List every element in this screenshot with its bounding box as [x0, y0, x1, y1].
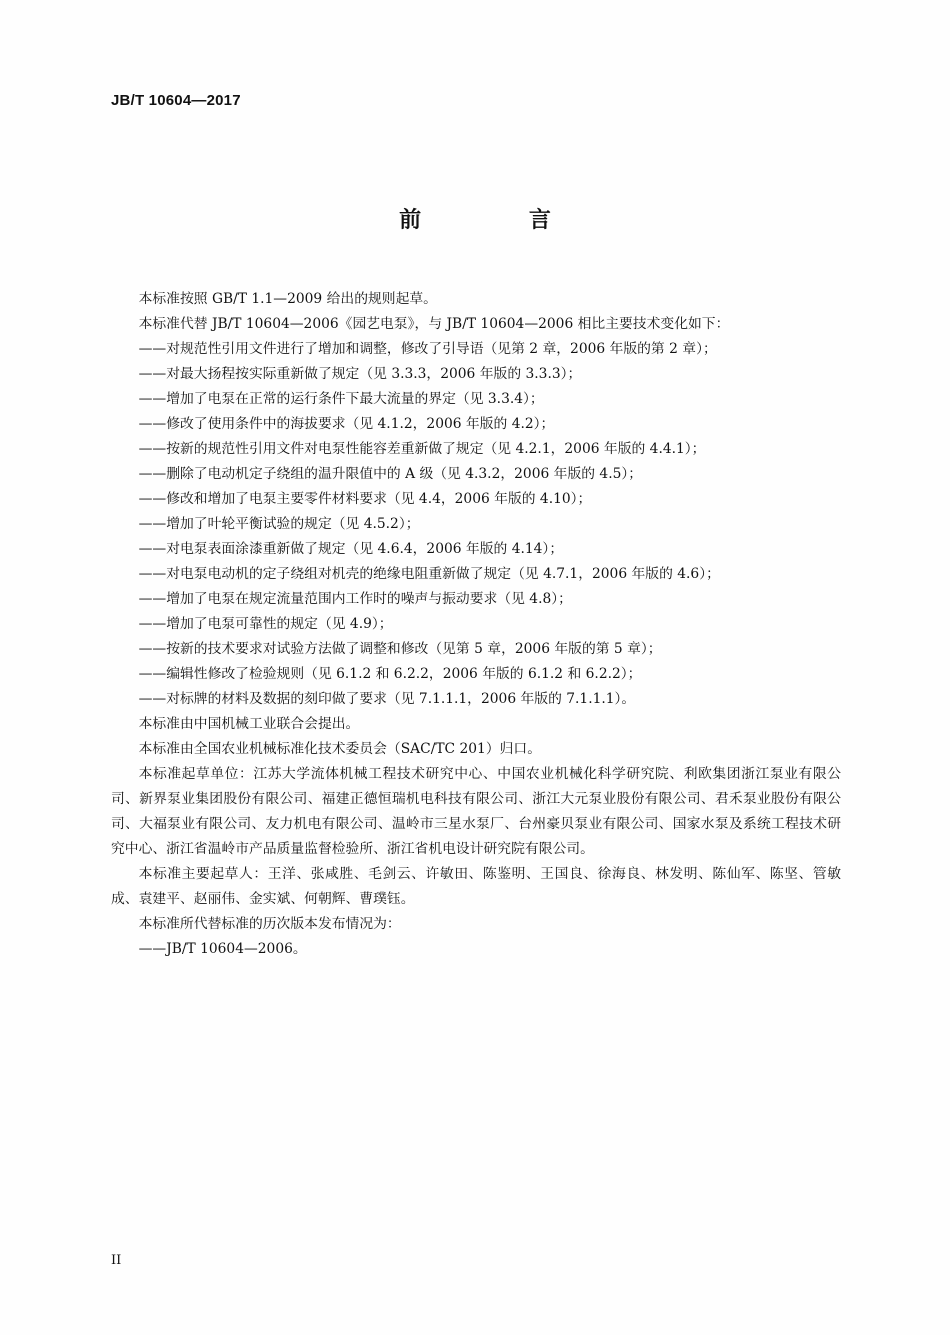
- change-item: ——编辑性修改了检验规则（见 6.1.2 和 6.2.2，2006 年版的 6.1.2 和 6.2.2）；: [138, 666, 642, 682]
- history-item: ——JB/T 10604—2006。: [138, 941, 307, 957]
- managed-by-paragraph: 本标准由全国农业机械标准化技术委员会（SAC/TC 201）归口。: [138, 741, 542, 757]
- foreword-body: [111, 287, 841, 962]
- change-item: ——增加了电泵在规定流量范围内工作时的噪声与振动要求（见 4.8）；: [138, 591, 572, 607]
- change-item: ——按新的技术要求对试验方法做了调整和修改（见第 5 章，2006 年版的第 5 章）；: [138, 641, 662, 657]
- drafters-paragraph: 本标准主要起草人：王洋、张咸胜、毛剑云、许敏田、陈鉴明、王国良、徐海良、林发明、陈仙军、陈坚、管敏成、袁建平、赵丽伟、金实斌、何朝辉、曹璞钰。: [111, 866, 841, 907]
- change-item: ——对电泵表面涂漆重新做了规定（见 4.6.4，2006 年版的 4.14）；: [138, 541, 564, 557]
- page-title: 前 言: [399, 208, 601, 233]
- drafting-units-paragraph: 本标准起草单位：江苏大学流体机械工程技术研究中心、中国农业机械化科学研究院、利欧集团浙江泵业有限公司、新界泵业集团股份有限公司、福建正德恒瑞机电科技有限公司、浙江大元泵业股份有限公司、君禾泵业股份有限公司、大福泵业有限公司、友力机电有限公司、温岭市三星水泵厂、台州豪贝泵业有限公司、国家水泵及系统工程技术研究中心、浙江省温岭市产品质量监督检验所、浙江省机电设计研究院有限公司。: [111, 766, 841, 857]
- changes-list: [111, 337, 841, 712]
- change-item: ——对电泵电动机的定子绕组对机壳的绝缘电阻重新做了规定（见 4.7.1，2006 年版的 4.6）；: [138, 566, 720, 582]
- change-item: ——对标牌的材料及数据的刻印做了要求（见 7.1.1.1，2006 年版的 7.1.1.1）。: [138, 691, 636, 707]
- standard-code: JB/T 10604—2017: [111, 92, 241, 109]
- change-item: ——增加了电泵可靠性的规定（见 4.9）；: [138, 616, 393, 632]
- intro-paragraph: 本标准按照 GB/T 1.1—2009 给出的规则起草。: [138, 291, 437, 307]
- change-item: ——对最大扬程按实际重新做了规定（见 3.3.3，2006 年版的 3.3.3）；: [138, 366, 582, 382]
- change-item: ——修改和增加了电泵主要零件材料要求（见 4.4，2006 年版的 4.10）；: [138, 491, 592, 507]
- page-number: II: [111, 1253, 122, 1268]
- proposed-by-paragraph: 本标准由中国机械工业联合会提出。: [138, 716, 360, 732]
- change-item: ——修改了使用条件中的海拔要求（见 4.1.2，2006 年版的 4.2）；: [138, 416, 555, 432]
- change-item: ——按新的规范性引用文件对电泵性能容差重新做了规定（见 4.2.1，2006 年版的 4.4.1）；: [138, 441, 706, 457]
- change-item: ——增加了电泵在正常的运行条件下最大流量的界定（见 3.3.4）；: [138, 391, 544, 407]
- change-item: ——增加了叶轮平衡试验的规定（见 4.5.2）；: [138, 516, 420, 532]
- change-item: ——删除了电动机定子绕组的温升限值中的 A 级（见 4.3.2，2006 年版的 4.5）；: [138, 466, 643, 482]
- intro-paragraph: 本标准代替 JB/T 10604—2006《园艺电泵》，与 JB/T 10604—2006 相比主要技术变化如下：: [138, 316, 730, 332]
- change-item: ——对规范性引用文件进行了增加和调整，修改了引导语（见第 2 章，2006 年版的第 2 章）；: [138, 341, 717, 357]
- history-intro-paragraph: 本标准所代替标准的历次版本发布情况为：: [138, 916, 401, 932]
